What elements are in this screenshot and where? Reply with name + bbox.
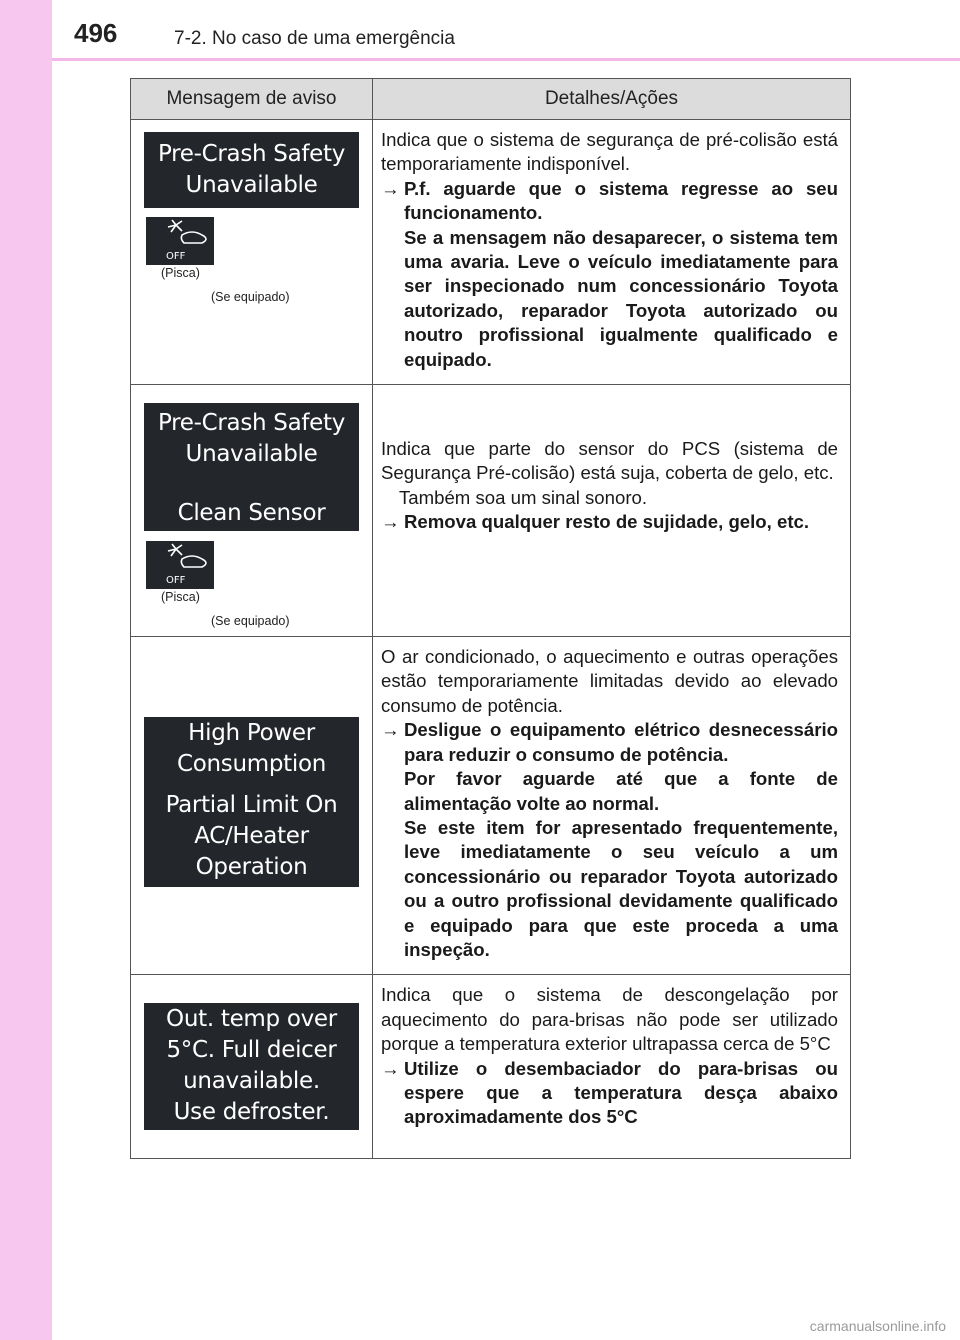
description-text: Indica que o sistema de descongelação por aquecimento do para-brisas não pode ser utilizado porque a temperatura exterior ultrapassa cerca de 5°C — [381, 984, 838, 1055]
details-cell — [373, 637, 851, 975]
banner-line: Consumption — [176, 751, 327, 778]
warning-banner — [144, 132, 359, 208]
message-cell — [131, 385, 373, 637]
arrow-icon: → — [381, 177, 400, 199]
banner-line: AC/Heater — [194, 823, 309, 850]
description-text: Indica que parte do sensor do PCS (sistema de Segurança Pré-colisão) está suja, coberta de gelo, etc. — [381, 438, 838, 484]
equipped-note: (Se equipado) — [211, 290, 290, 304]
icon-caption: (Pisca) — [161, 590, 200, 605]
table-row — [131, 120, 851, 385]
pcs-off-icon — [146, 541, 214, 589]
warning-banner — [144, 403, 359, 531]
watermark: carmanualsonline.info — [809, 1318, 946, 1334]
banner-line: Out. temp over — [166, 1006, 337, 1033]
banner-line: unavailable. — [183, 1068, 320, 1095]
action-label: Desligue o equipamento elétrico desnecessário para reduzir o consumo de potência. — [404, 719, 838, 765]
banner-line: 5°C. Full deicer — [166, 1037, 337, 1064]
svg-text:OFF: OFF — [166, 251, 186, 262]
icon-caption: (Pisca) — [161, 266, 200, 280]
details-cell — [373, 120, 851, 385]
banner-line: Operation — [195, 854, 308, 881]
action-detail: Por favor aguarde até que a fonte de alimentação volte ao normal. — [404, 768, 838, 814]
col-header-details: Detalhes/Ações — [373, 79, 851, 120]
banner-line: Partial Limit On — [165, 792, 338, 819]
warning-banner — [144, 1003, 359, 1130]
page-header — [52, 0, 960, 58]
pcs-off-icon — [146, 217, 214, 265]
message-cell — [131, 637, 373, 975]
svg-text:OFF: OFF — [166, 575, 186, 587]
description-text: Indica que o sistema de segurança de pré-colisão está temporariamente indisponível. — [381, 129, 838, 175]
equipped-note: (Se equipado) — [211, 614, 290, 629]
message-cell — [131, 975, 373, 1159]
warning-banner — [144, 717, 359, 887]
header-rule — [52, 58, 960, 61]
table-row — [131, 385, 851, 637]
banner-line: Pre-Crash Safety — [157, 410, 346, 437]
page-number: 496 — [74, 18, 118, 48]
left-color-strip — [0, 0, 52, 1340]
action-text — [381, 177, 838, 226]
note-text: Também soa um sinal sonoro. — [399, 486, 648, 508]
action-text — [381, 718, 838, 767]
banner-line: Use defroster. — [173, 1099, 330, 1126]
arrow-icon: → — [381, 511, 400, 533]
message-cell — [131, 120, 373, 385]
table-row — [131, 975, 851, 1159]
banner-line: Unavailable — [185, 441, 318, 468]
warning-message-table — [130, 78, 851, 1159]
action-text — [381, 510, 838, 534]
action-label: P.f. aguarde que o sistema regresse ao seu funcionamento. — [404, 177, 838, 224]
table-header-row — [131, 79, 851, 120]
banner-line: Pre-Crash Safety — [157, 141, 346, 167]
details-cell — [373, 385, 851, 637]
arrow-icon: → — [381, 719, 400, 741]
col-header-message: Mensagem de aviso — [131, 79, 373, 120]
section-title: 7-2. No caso de uma emergência — [174, 28, 455, 49]
banner-line: High Power — [188, 720, 315, 747]
action-detail: Se a mensagem não desaparecer, o sistema tem uma avaria. Leve o veículo imediatamente para ser inspecionado num concessionário Toyota autorizado, reparador Toyota autorizado ou noutro profissional igualmente qualificado e equipado. — [404, 226, 838, 370]
action-text — [381, 1057, 838, 1130]
details-cell — [373, 975, 851, 1159]
action-label: Utilize o desembaciador do para-brisas ou espere que a temperatura desça abaixo aproximadamente dos 5°C — [404, 1057, 838, 1128]
action-detail: Se este item for apresentado frequentemente, leve imediatamente o seu veículo a um concessionário ou reparador Toyota autorizado ou a outro profissional devidamente qualificado e equipado para que este proceda a uma inspeção. — [404, 816, 838, 960]
action-label: Remova qualquer resto de sujidade, gelo, etc. — [404, 511, 810, 533]
banner-line: Unavailable — [185, 172, 318, 198]
table-row — [131, 637, 851, 975]
banner-line: Clean Sensor — [177, 500, 326, 527]
arrow-icon: → — [381, 1057, 400, 1079]
description-text: O ar condicionado, o aquecimento e outras operações estão temporariamente limitadas devido ao elevado consumo de potência. — [381, 646, 838, 716]
